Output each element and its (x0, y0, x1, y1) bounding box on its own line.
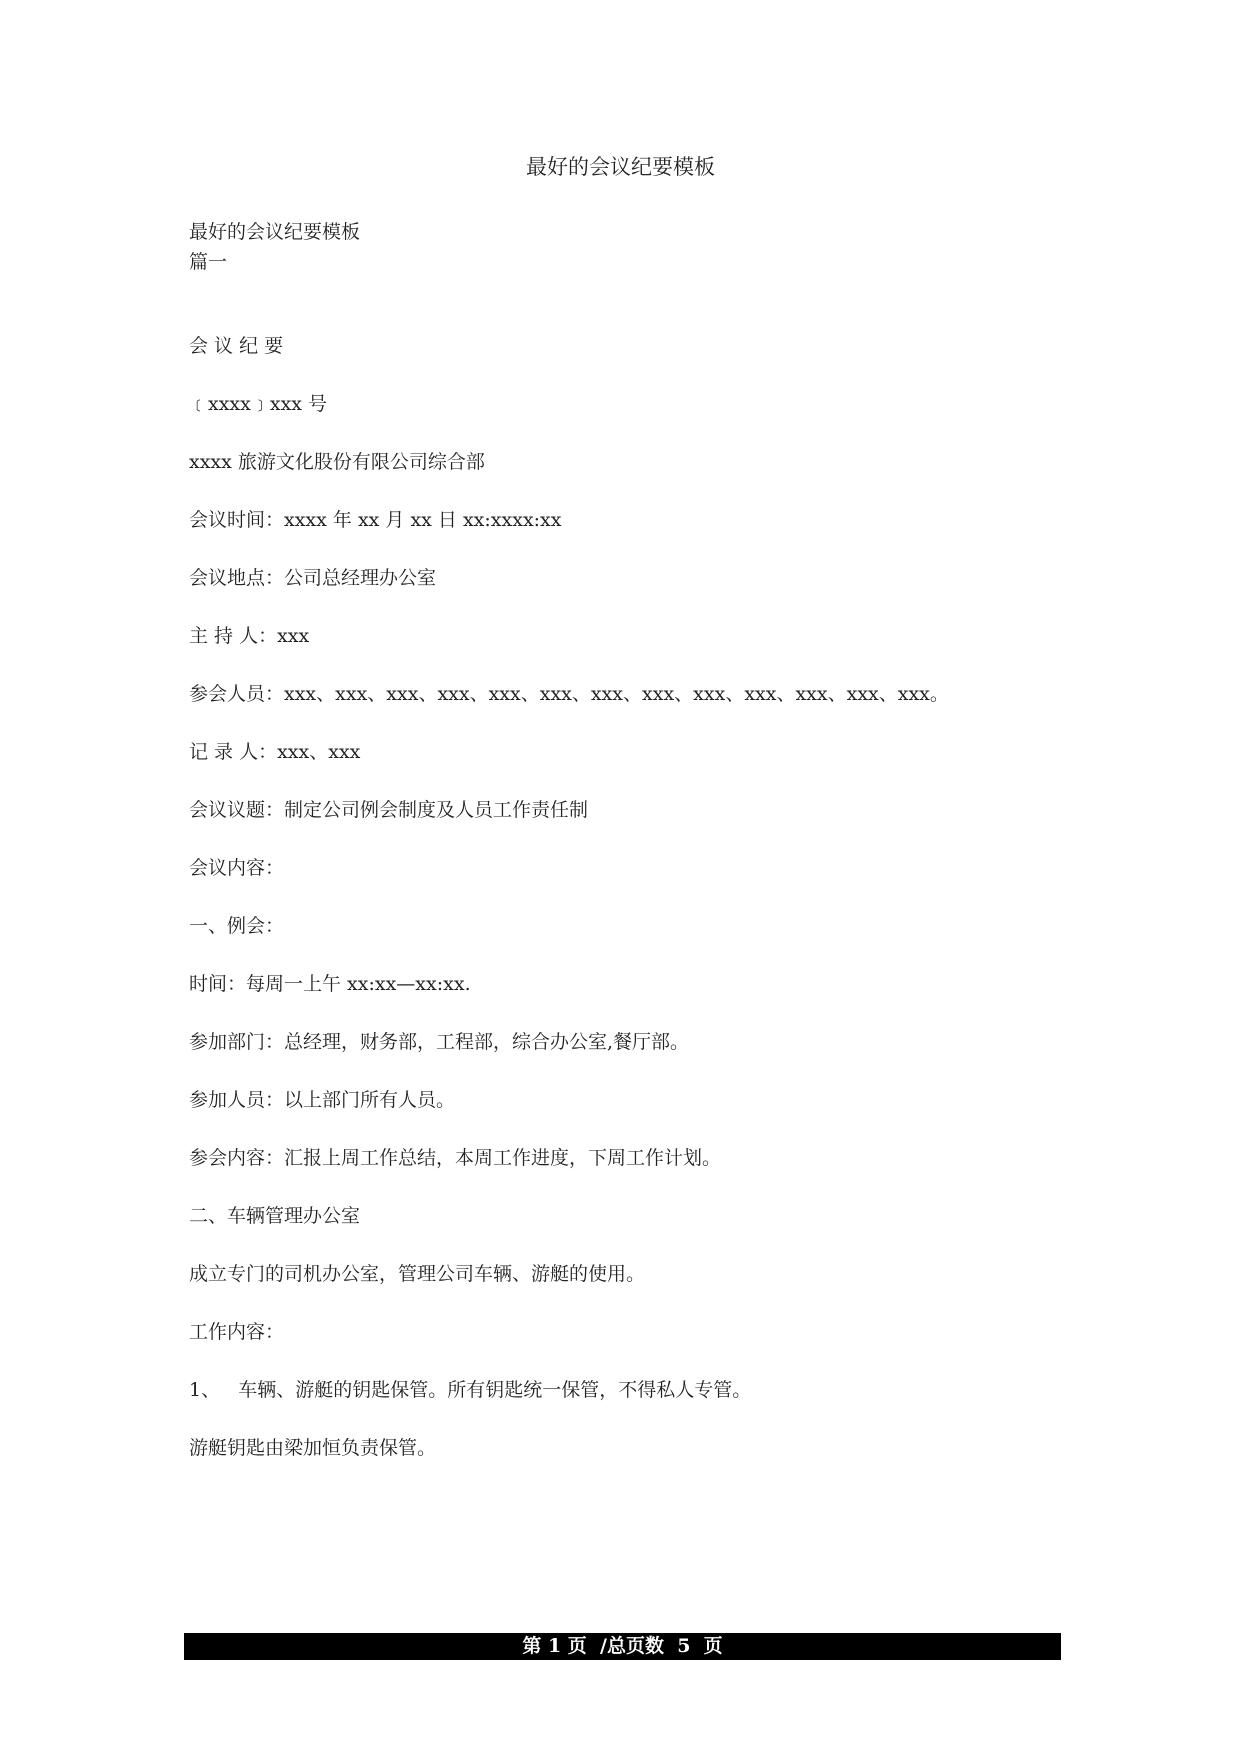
page-title: 最好的会议纪要模板 (526, 155, 715, 179)
paragraph: 会议时间：xxxx 年 xx 月 xx 日 xx:xxxx:xx (189, 509, 562, 531)
paragraph: 参会内容：汇报上周工作总结，本周工作进度，下周工作计划。 (189, 1147, 722, 1169)
paragraph: 会议地点：公司总经理办公室 (189, 567, 437, 589)
paragraph: 主 持 人：xxx (189, 625, 310, 647)
paragraph: 会 议 纪 要 (189, 335, 284, 357)
paragraph: 参加部门：总经理，财务部，工程部，综合办公室,餐厅部。 (189, 1031, 690, 1053)
paragraph: 工作内容： (189, 1321, 285, 1343)
paragraph: 游艇钥匙由梁加恒负责保管。 (189, 1437, 437, 1459)
document-body (189, 218, 1069, 1459)
paragraph: ﹝xxxx﹞xxx 号 (189, 393, 328, 415)
page-footer (184, 1633, 1061, 1660)
paragraph: 参加人员：以上部门所有人员。 (189, 1089, 456, 1111)
paragraph: 记 录 人：xxx、xxx (189, 741, 361, 763)
document-heading: 最好的会议纪要模板 (189, 221, 361, 243)
paragraph: 会议议题：制定公司例会制度及人员工作责任制 (189, 799, 589, 821)
paragraph: 一、例会： (189, 915, 285, 937)
paragraph: 成立专门的司机办公室，管理公司车辆、游艇的使用。 (189, 1263, 646, 1285)
section-label: 篇一 (189, 251, 228, 273)
page-indicator: 第 1 页 /总页数 5 页 (522, 1635, 723, 1657)
paragraph: 会议内容： (189, 857, 285, 879)
paragraph: 参会人员：xxx、xxx、xxx、xxx、xxx、xxx、xxx、xxx、xxx、xxx、xxx、xxx、xxx。 (189, 683, 949, 705)
paragraph: 1、 车辆、游艇的钥匙保管。所有钥匙统一保管，不得私人专管。 (189, 1379, 752, 1401)
paragraph: 时间：每周一上午 xx:xx—xx:xx. (189, 973, 471, 995)
paragraph: 二、车辆管理办公室 (189, 1205, 361, 1227)
paragraph: xxxx 旅游文化股份有限公司综合部 (189, 451, 485, 473)
